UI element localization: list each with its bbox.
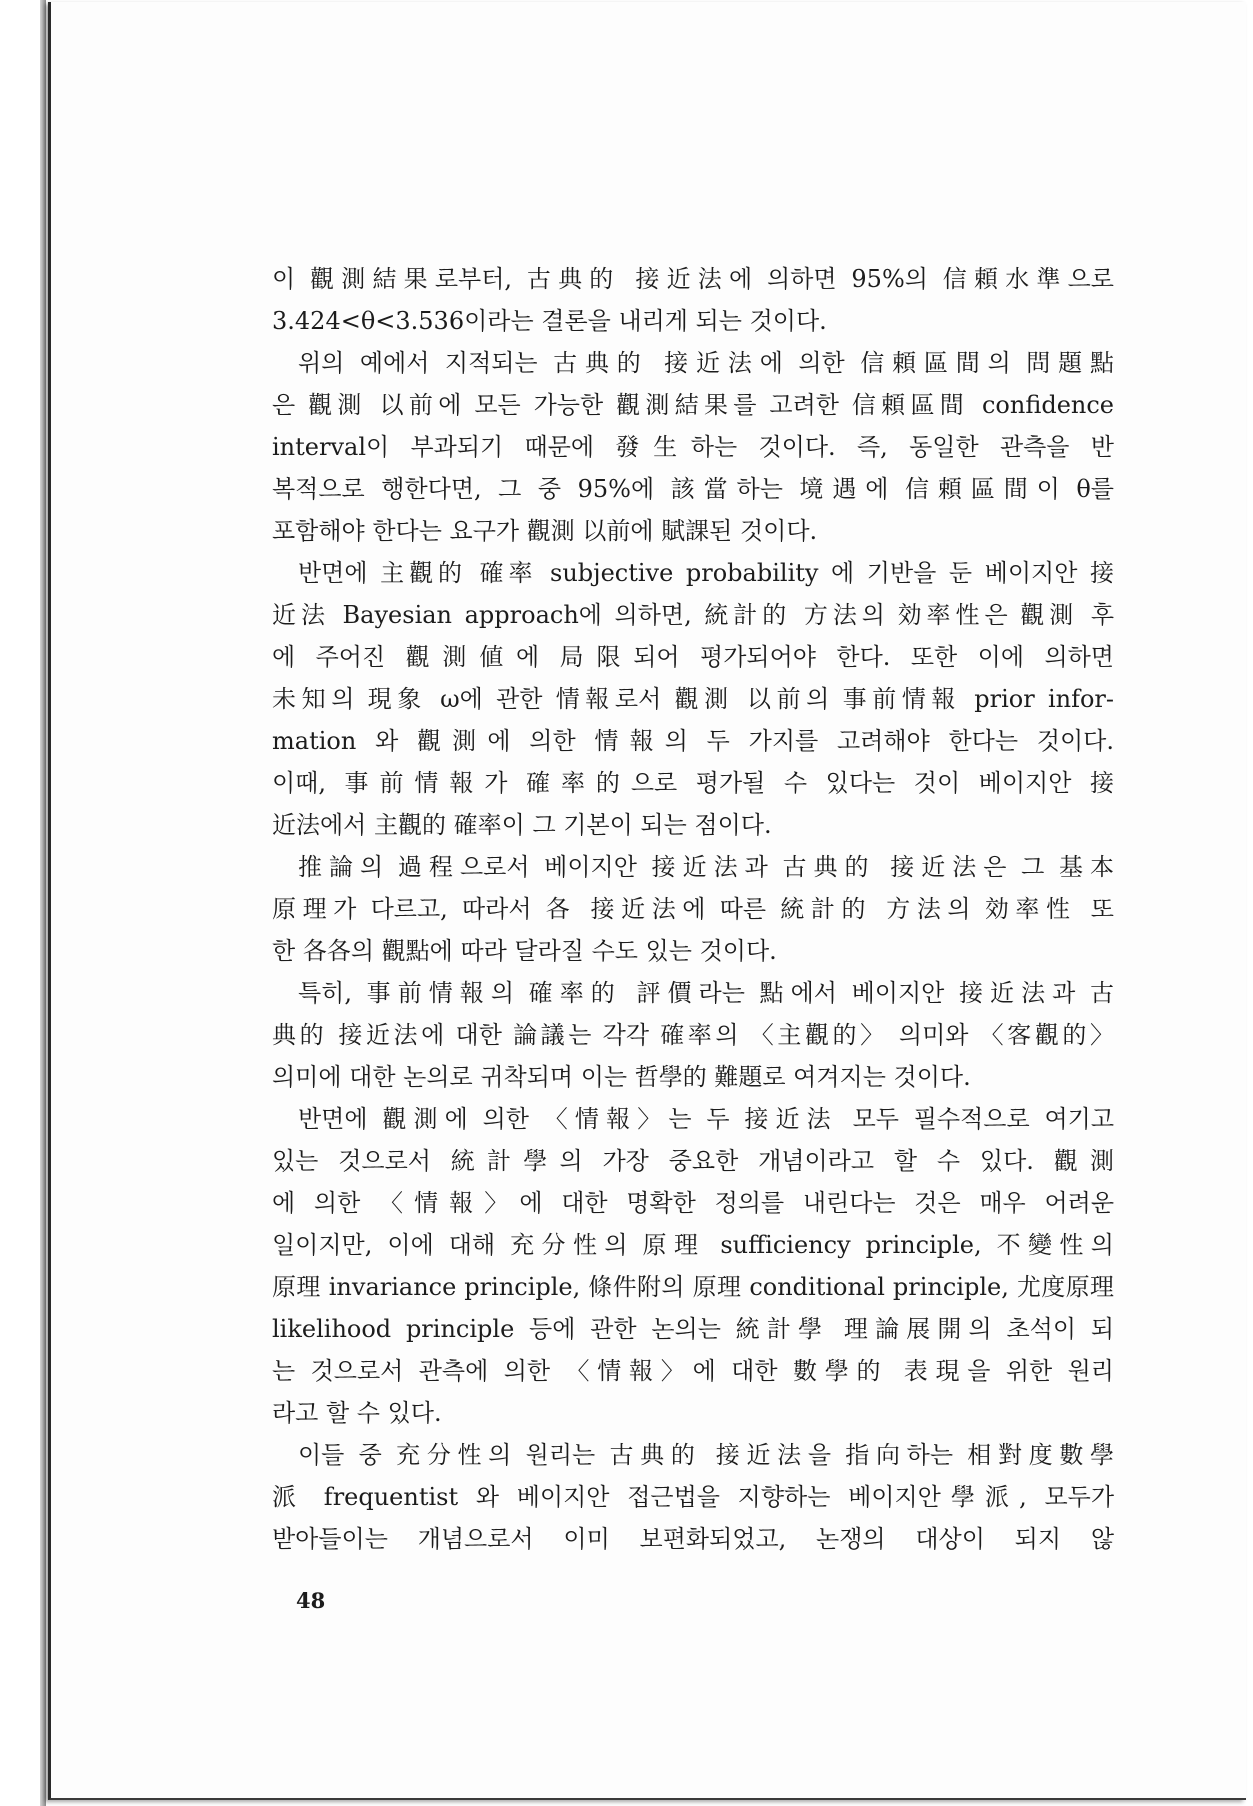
text-line: 3.424<θ<3.536이라는 결론을 내리게 되는 것이다. [272,307,827,335]
text-line: 는 것으로서 관측에 의한 〈情報〉에 대한 數學的 表現을 위한 원리 [272,1357,1114,1385]
text-line: 近法 Bayesian approach에 의하면, 統計的 方法의 効率性은 觀測 후 [272,601,1114,629]
text-line: 받아들이는 개념으로서 이미 보편화되었고, 논쟁의 대상이 되지 않 [272,1525,1114,1553]
paragraph [272,552,1114,846]
text-line: 반면에 主觀的 確率 subjective probability 에 기반을 둔 베이지안 接 [298,559,1114,587]
text-line: 原理 invariance principle, 條件附의 原理 conditional principle, 尤度原理 [272,1273,1114,1301]
text-line: 이 觀測結果로부터, 古典的 接近法에 의하면 95%의 信頼水準으로 [272,265,1114,293]
text-line: 에 주어진 觀測値에 局限되어 평가되어야 한다. 또한 이에 의하면 [272,643,1114,671]
text-line: 近法에서 主觀的 確率이 그 기본이 되는 점이다. [272,811,772,839]
text-line: likelihood principle 등에 관한 논의는 統計學 理論展開의 초석이 되 [272,1315,1114,1343]
body-text [272,258,1114,1560]
paragraph [272,1098,1114,1434]
text-line: 의미에 대한 논의로 귀착되며 이는 哲學的 難題로 여겨지는 것이다. [272,1063,971,1091]
text-line: 일이지만, 이에 대해 充分性의 原理 sufficiency principle, 不變性의 [272,1231,1114,1259]
text-line: 推論의 過程으로서 베이지안 接近法과 古典的 接近法은 그 基本 [298,853,1114,881]
paragraph [272,258,1114,342]
text-line: 특히, 事前情報의 確率的 評價라는 點에서 베이지안 接近法과 古 [298,979,1114,1007]
paragraph [272,342,1114,552]
text-line: 原理가 다르고, 따라서 各 接近法에 따른 統計的 方法의 効率性 또 [272,895,1114,923]
text-line: interval이 부과되기 때문에 發生하는 것이다. 즉, 동일한 관측을 반 [272,433,1114,461]
text-line: 은 觀測 以前에 모든 가능한 觀測結果를 고려한 信頼區間 confidence [272,391,1114,419]
text-line: 반면에 觀測에 의한 〈情報〉는 두 接近法 모두 필수적으로 여기고 [298,1105,1114,1133]
text-line: mation 와 觀測에 의한 情報의 두 가지를 고려해야 한다는 것이다. [272,727,1114,755]
text-line: 라고 할 수 있다. [272,1399,442,1427]
paragraph [272,846,1114,972]
page-number: 48 [296,1588,326,1613]
paragraph [272,1434,1114,1560]
text-line: 위의 예에서 지적되는 古典的 接近法에 의한 信頼區間의 問題點 [298,349,1114,377]
text-line: 未知의 現象 ω에 관한 情報로서 觀測 以前의 事前情報 prior infor- [272,685,1114,713]
text-line: 派 frequentist 와 베이지안 접근법을 지향하는 베이지안學派, 모두가 [272,1483,1114,1511]
text-line: 한 各各의 觀點에 따라 달라질 수도 있는 것이다. [272,937,777,965]
text-line: 에 의한 〈情報〉에 대한 명확한 정의를 내린다는 것은 매우 어려운 [272,1189,1114,1217]
text-line: 이들 중 充分性의 원리는 古典的 接近法을 指向하는 相對度數學 [298,1441,1114,1469]
paragraph [272,972,1114,1098]
text-line: 포함해야 한다는 요구가 觀測 以前에 賦課된 것이다. [272,517,818,545]
text-line: 복적으로 행한다면, 그 중 95%에 該當하는 境遇에 信頼區間이 θ를 [272,475,1114,503]
text-line: 이때, 事前情報가 確率的으로 평가될 수 있다는 것이 베이지안 接 [272,769,1114,797]
text-line: 典的 接近法에 대한 論議는 각각 確率의 〈主觀的〉 의미와 〈客觀的〉 [272,1021,1114,1049]
page-edge-shadow [40,0,46,1806]
text-line: 있는 것으로서 統計學의 가장 중요한 개념이라고 할 수 있다. 觀測 [272,1147,1114,1175]
